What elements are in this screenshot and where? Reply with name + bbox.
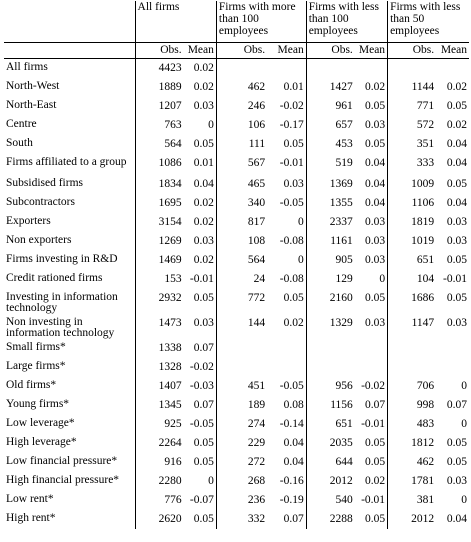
row-label: Subsidised firms <box>6 176 83 189</box>
mean-cell <box>436 59 469 78</box>
obs-cell: 351 <box>388 135 437 154</box>
table-row <box>4 116 469 135</box>
row-label: Large firms* <box>6 359 66 372</box>
mean-cell: 0.03 <box>364 316 386 329</box>
obs-cell: 268 <box>216 472 267 491</box>
obs-cell <box>306 59 355 78</box>
table-row <box>4 396 469 415</box>
obs-cell: 519 <box>306 154 355 175</box>
mean-cell: 0.05 <box>364 436 386 449</box>
row-label: Non exporters <box>6 233 72 246</box>
mean-cell <box>436 339 469 358</box>
mean-cell: 0.03 <box>446 234 467 247</box>
data-table <box>4 1 469 529</box>
mean-cell <box>355 339 388 358</box>
obs-cell: 1009 <box>388 175 437 194</box>
mean-cell: 0.05 <box>446 253 467 266</box>
row-label: Non investing in information technology <box>6 315 115 339</box>
obs-cell: 2160 <box>306 289 355 314</box>
obs-cell <box>388 59 437 78</box>
obs-cell: 1147 <box>388 314 437 339</box>
mean-cell: 0.05 <box>364 512 386 525</box>
mean-cell: -0.02 <box>189 360 214 373</box>
mean-cell <box>267 358 306 377</box>
mean-cell: -0.07 <box>189 493 214 506</box>
mean-header: Mean <box>436 43 469 59</box>
row-label: Firms affiliated to a group <box>6 155 127 168</box>
obs-header: Obs. <box>216 43 267 59</box>
mean-cell <box>436 358 469 377</box>
table-row <box>4 339 469 358</box>
header-corner <box>4 1 135 43</box>
table-row <box>4 377 469 396</box>
mean-cell: 0.04 <box>283 455 304 468</box>
obs-cell: 1144 <box>388 78 437 97</box>
mean-cell: 0.03 <box>364 234 386 247</box>
row-label: Exporters <box>6 214 51 227</box>
obs-cell: 1329 <box>306 314 355 339</box>
obs-cell: 246 <box>216 97 267 116</box>
obs-cell: 1469 <box>135 251 184 270</box>
mean-cell: 0.05 <box>446 177 467 190</box>
mean-cell: -0.02 <box>279 99 304 112</box>
mean-cell: 0.04 <box>364 177 386 190</box>
mean-cell: 0.03 <box>193 99 214 112</box>
obs-cell: 129 <box>306 270 355 289</box>
mean-cell: 0.05 <box>446 99 467 112</box>
mean-cell: -0.05 <box>189 417 214 430</box>
mean-cell: -0.05 <box>279 379 304 392</box>
obs-cell: 905 <box>306 251 355 270</box>
mean-cell: 0.02 <box>193 253 214 266</box>
obs-cell: 956 <box>306 377 355 396</box>
mean-cell: -0.08 <box>279 234 304 247</box>
table-row <box>4 314 469 339</box>
obs-cell: 1345 <box>135 396 184 415</box>
mean-cell: -0.14 <box>279 417 304 430</box>
mean-cell: -0.01 <box>443 272 467 285</box>
obs-cell: 1269 <box>135 232 184 251</box>
mean-cell: 0 <box>461 379 467 392</box>
mean-cell: 0.04 <box>364 156 386 169</box>
obs-cell: 2264 <box>135 434 184 453</box>
obs-cell: 381 <box>388 491 437 510</box>
obs-cell: 4423 <box>135 59 184 78</box>
obs-cell: 2620 <box>135 510 184 529</box>
obs-cell: 104 <box>388 270 437 289</box>
mean-cell: 0.05 <box>364 291 386 304</box>
mean-cell <box>355 59 388 78</box>
mean-cell: -0.08 <box>279 272 304 285</box>
obs-cell: 706 <box>388 377 437 396</box>
mean-cell: 0.05 <box>364 455 386 468</box>
group-header-less-100: Firms with less than 100 employees <box>306 1 387 43</box>
mean-cell: 0 <box>208 474 214 487</box>
mean-cell: 0.04 <box>446 137 467 150</box>
mean-cell: 0.04 <box>446 512 467 525</box>
obs-cell: 1106 <box>388 194 437 213</box>
row-label: Subcontractors <box>6 195 75 208</box>
obs-cell: 229 <box>216 434 267 453</box>
row-label: All firms <box>6 61 48 73</box>
obs-cell: 2280 <box>135 472 184 491</box>
obs-cell: 1812 <box>388 434 437 453</box>
row-label: Low rent* <box>6 492 54 505</box>
mean-cell: 0 <box>379 272 386 285</box>
mean-cell: 0.05 <box>193 291 214 304</box>
mean-cell: 0.07 <box>364 398 386 411</box>
mean-cell: -0.01 <box>361 417 386 430</box>
mean-cell: 0.03 <box>446 316 467 329</box>
obs-cell: 462 <box>216 78 267 97</box>
row-label: Credit rationed firms <box>6 271 103 284</box>
mean-cell: 0.05 <box>193 137 214 150</box>
obs-cell: 817 <box>216 213 267 232</box>
obs-cell: 651 <box>388 251 437 270</box>
obs-cell: 272 <box>216 453 267 472</box>
group-header-more-100: Firms with more than 100 employees <box>216 1 306 43</box>
mean-cell: 0.04 <box>193 177 214 190</box>
obs-cell: 771 <box>388 97 437 116</box>
obs-cell: 916 <box>135 453 184 472</box>
mean-cell: 0.02 <box>364 474 386 487</box>
table-row <box>4 510 469 529</box>
obs-cell: 572 <box>388 116 437 135</box>
obs-cell: 153 <box>135 270 184 289</box>
obs-cell: 1338 <box>135 339 184 358</box>
table-row <box>4 251 469 270</box>
obs-cell: 998 <box>388 396 437 415</box>
obs-cell <box>216 59 267 78</box>
table-row <box>4 59 469 78</box>
table-row <box>4 434 469 453</box>
mean-cell: 0.04 <box>446 196 467 209</box>
mean-cell: 0.01 <box>283 80 304 93</box>
mean-cell: 0.02 <box>193 62 214 74</box>
mean-cell: 0.03 <box>283 177 304 190</box>
mean-cell: 0.07 <box>446 398 467 411</box>
mean-cell: 0 <box>297 253 304 266</box>
obs-cell: 2932 <box>135 289 184 314</box>
mean-cell: 0.05 <box>364 137 386 150</box>
obs-cell: 567 <box>216 154 267 175</box>
obs-cell: 2012 <box>306 472 355 491</box>
mean-cell <box>355 358 388 377</box>
obs-cell: 1473 <box>135 314 184 339</box>
subheader-row <box>4 43 469 59</box>
mean-cell: -0.01 <box>361 493 386 506</box>
mean-cell: 0 <box>461 493 467 506</box>
obs-cell: 333 <box>388 154 437 175</box>
obs-cell: 925 <box>135 415 184 434</box>
obs-cell: 2012 <box>388 510 437 529</box>
obs-cell: 1156 <box>306 396 355 415</box>
mean-cell: 0.01 <box>193 156 214 169</box>
obs-cell: 2288 <box>306 510 355 529</box>
obs-cell: 644 <box>306 453 355 472</box>
mean-cell: 0.02 <box>364 80 386 93</box>
mean-cell: -0.19 <box>279 493 304 506</box>
mean-cell: 0.05 <box>193 512 214 525</box>
obs-cell: 1407 <box>135 377 184 396</box>
group-header-less-50: Firms with less than 50 employees <box>388 1 469 43</box>
row-label: Low financial pressure* <box>6 454 118 467</box>
obs-cell: 2337 <box>306 213 355 232</box>
table-row <box>4 491 469 510</box>
row-label: North-West <box>6 79 60 92</box>
obs-cell <box>388 339 437 358</box>
obs-cell: 340 <box>216 194 267 213</box>
mean-cell: 0.07 <box>193 341 214 354</box>
table-row <box>4 472 469 491</box>
mean-cell: 0.05 <box>283 137 304 150</box>
mean-cell <box>267 339 306 358</box>
mean-cell <box>267 59 306 78</box>
table-row <box>4 358 469 377</box>
mean-cell: 0.03 <box>193 234 214 247</box>
obs-cell: 483 <box>388 415 437 434</box>
mean-cell: 0.02 <box>283 316 304 329</box>
table-row <box>4 194 469 213</box>
row-label: North-East <box>6 98 57 111</box>
row-label: Low leverage* <box>6 416 75 429</box>
obs-cell: 1369 <box>306 175 355 194</box>
obs-cell: 1086 <box>135 154 184 175</box>
mean-cell: 0.02 <box>446 80 467 93</box>
obs-cell: 1019 <box>388 232 437 251</box>
obs-cell: 657 <box>306 116 355 135</box>
obs-cell: 108 <box>216 232 267 251</box>
obs-cell: 451 <box>216 377 267 396</box>
mean-cell: 0.04 <box>446 156 467 169</box>
mean-cell: -0.03 <box>189 379 214 392</box>
obs-cell: 465 <box>216 175 267 194</box>
obs-cell: 24 <box>216 270 267 289</box>
obs-cell: 1695 <box>135 194 184 213</box>
row-label: Old firms* <box>6 378 57 391</box>
mean-cell: 0 <box>297 215 304 228</box>
mean-cell: -0.16 <box>279 474 304 487</box>
obs-cell: 564 <box>216 251 267 270</box>
obs-cell: 332 <box>216 510 267 529</box>
obs-cell: 462 <box>388 453 437 472</box>
obs-cell: 1355 <box>306 194 355 213</box>
mean-cell: -0.17 <box>279 118 304 131</box>
mean-cell: 0.03 <box>364 253 386 266</box>
row-label: High rent* <box>6 511 56 524</box>
mean-cell: 0 <box>461 417 467 430</box>
obs-cell: 1834 <box>135 175 184 194</box>
table-body <box>4 59 469 529</box>
mean-cell: 0.05 <box>283 291 304 304</box>
row-label: High leverage* <box>6 435 77 448</box>
obs-cell <box>306 339 355 358</box>
obs-cell: 1328 <box>135 358 184 377</box>
mean-cell: 0.02 <box>193 215 214 228</box>
obs-header: Obs. <box>306 43 355 59</box>
table-row <box>4 213 469 232</box>
table-row <box>4 453 469 472</box>
mean-cell: 0.05 <box>446 455 467 468</box>
obs-cell: 274 <box>216 415 267 434</box>
obs-cell <box>306 358 355 377</box>
mean-cell: 0.03 <box>364 118 386 131</box>
obs-cell <box>388 358 437 377</box>
obs-cell: 763 <box>135 116 184 135</box>
table-row <box>4 135 469 154</box>
mean-cell: 0.08 <box>283 398 304 411</box>
obs-cell: 453 <box>306 135 355 154</box>
row-label: Small firms* <box>6 340 66 353</box>
mean-cell: -0.01 <box>279 156 304 169</box>
mean-cell: 0.05 <box>364 99 386 112</box>
mean-cell: -0.01 <box>189 272 214 285</box>
group-header-all: All firms <box>135 1 216 43</box>
obs-cell: 772 <box>216 289 267 314</box>
mean-cell: 0.07 <box>193 398 214 411</box>
subheader-corner <box>4 43 135 59</box>
mean-header: Mean <box>355 43 388 59</box>
row-label: Investing in information technology <box>6 290 118 314</box>
row-label: Firms investing in R&D <box>6 252 118 265</box>
table-row <box>4 175 469 194</box>
mean-cell: 0.07 <box>283 512 304 525</box>
table-row <box>4 97 469 116</box>
obs-cell: 1427 <box>306 78 355 97</box>
row-label: Centre <box>6 117 37 130</box>
mean-cell: -0.02 <box>361 379 386 392</box>
obs-cell: 1781 <box>388 472 437 491</box>
obs-cell <box>216 358 267 377</box>
obs-cell: 564 <box>135 135 184 154</box>
mean-cell: 0.05 <box>193 436 214 449</box>
mean-cell: 0.05 <box>193 455 214 468</box>
group-header-row <box>4 1 469 43</box>
mean-header: Mean <box>184 43 217 59</box>
mean-cell: 0.05 <box>446 436 467 449</box>
obs-cell: 106 <box>216 116 267 135</box>
table-row <box>4 415 469 434</box>
mean-header: Mean <box>267 43 306 59</box>
obs-cell: 189 <box>216 396 267 415</box>
obs-cell <box>216 339 267 358</box>
obs-cell: 111 <box>216 135 267 154</box>
mean-cell: 0.03 <box>364 215 386 228</box>
mean-cell: 0 <box>208 118 214 131</box>
mean-cell: 0.04 <box>283 436 304 449</box>
obs-cell: 1207 <box>135 97 184 116</box>
table-row <box>4 78 469 97</box>
obs-cell: 1819 <box>388 213 437 232</box>
obs-cell: 3154 <box>135 213 184 232</box>
table-row <box>4 232 469 251</box>
mean-cell: 0.03 <box>193 316 214 329</box>
mean-cell: 0.03 <box>446 474 467 487</box>
obs-cell: 776 <box>135 491 184 510</box>
table-row <box>4 289 469 314</box>
obs-header: Obs. <box>388 43 437 59</box>
row-label: South <box>6 136 33 149</box>
obs-cell: 540 <box>306 491 355 510</box>
obs-cell: 1889 <box>135 78 184 97</box>
mean-cell: 0.02 <box>193 80 214 93</box>
mean-cell: -0.05 <box>279 196 304 209</box>
mean-cell: 0.03 <box>446 215 467 228</box>
obs-cell: 236 <box>216 491 267 510</box>
obs-header: Obs. <box>135 43 184 59</box>
table-row <box>4 270 469 289</box>
obs-cell: 144 <box>216 314 267 339</box>
mean-cell: 0.02 <box>446 118 467 131</box>
mean-cell: 0.05 <box>446 291 467 304</box>
row-label: High financial pressure* <box>6 473 120 486</box>
row-label: Young firms* <box>6 397 70 410</box>
obs-cell: 2035 <box>306 434 355 453</box>
obs-cell: 1686 <box>388 289 437 314</box>
mean-cell: 0.04 <box>364 196 386 209</box>
table-row <box>4 154 469 175</box>
obs-cell: 961 <box>306 97 355 116</box>
mean-cell: 0.02 <box>193 196 214 209</box>
obs-cell: 651 <box>306 415 355 434</box>
obs-cell: 1161 <box>306 232 355 251</box>
